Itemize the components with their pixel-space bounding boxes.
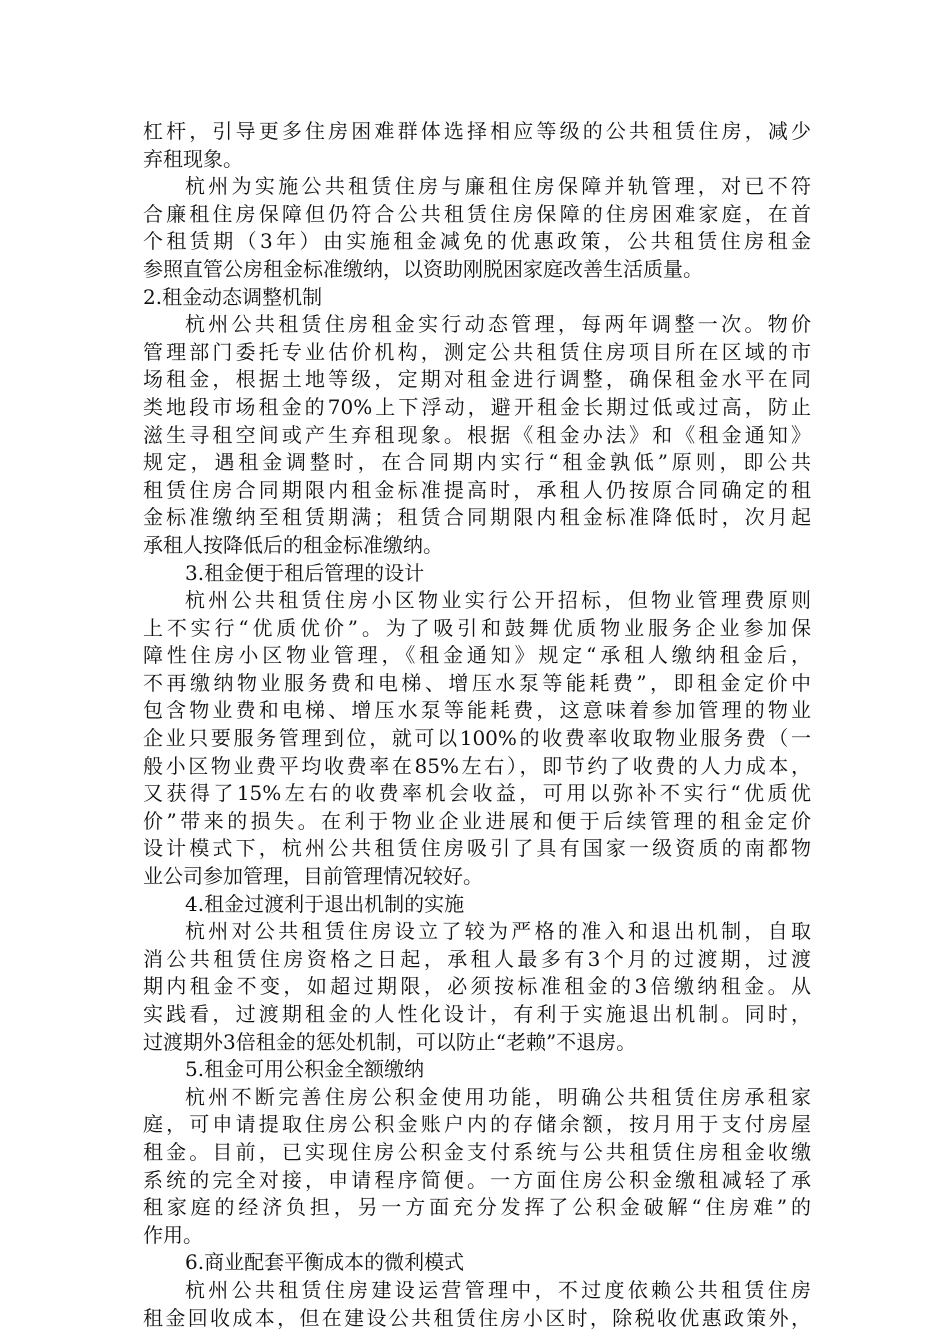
text-line: 庭，可申请提取住房公积金账户内的存储余额，按月用于支付房屋	[143, 1112, 811, 1137]
text-line: 企业只要服务管理到位，就可以100%的收费率收取物业服务费（一	[143, 726, 811, 751]
text-line: 杭州为实施公共租赁住房与廉租住房保障并轨管理，对已不符	[185, 174, 811, 199]
text-line: 弃租现象。	[143, 146, 243, 171]
text-line: 类地段市场租金的70%上下浮动，避开租金长期过低或过高，防止	[143, 394, 811, 419]
document-body	[143, 118, 811, 1332]
text-line: 杭州公共租赁住房建设运营管理中，不过度依赖公共租赁住房	[185, 1277, 811, 1302]
text-line: 租金回收成本，但在建设公共租赁住房小区时，除税收优惠政策外，	[143, 1305, 811, 1330]
text-line: 租赁住房合同期限内租金标准提高时，承租人仍按原合同确定的租	[143, 477, 811, 502]
text-line: 杭州公共租赁住房租金实行动态管理，每两年调整一次。物价	[185, 312, 811, 337]
text-line: 租金。目前，已实现住房公积金支付系统与公共租赁住房租金收缴	[143, 1139, 811, 1164]
text-line: 过渡期外3倍租金的惩处机制，可以防止“老赖”不退房。	[143, 1029, 637, 1054]
text-line: 业公司参加管理，目前管理情况较好。	[143, 864, 483, 889]
text-line: 消公共租赁住房资格之日起，承租人最多有3个月的过渡期，过渡	[143, 946, 811, 971]
text-line: 杭州对公共租赁住房设立了较为严格的准入和退出机制，自取	[185, 919, 811, 944]
text-line: 金标准缴纳至租赁期满；租赁合同期限内租金标准降低时，次月起	[143, 505, 811, 530]
text-line: 杭州公共租赁住房小区物业实行公开招标，但物业管理费原则	[185, 588, 811, 613]
text-line: 障性住房小区物业管理，《租金通知》规定“承租人缴纳租金后，	[143, 643, 811, 668]
text-line: 6.商业配套平衡成本的微利模式	[185, 1250, 465, 1275]
text-line: 3.租金便于租后管理的设计	[185, 560, 425, 585]
text-line: 2.租金动态调整机制	[143, 284, 323, 309]
text-line: 杠杆，引导更多住房困难群体选择相应等级的公共租赁住房，减少	[143, 119, 811, 143]
text-line: 规定，遇租金调整时，在合同期内实行“租金孰低”原则，即公共	[143, 450, 811, 475]
text-line: 滋生寻租空间或产生弃租现象。根据《租金办法》和《租金通知》	[143, 422, 811, 447]
text-line: 价”带来的损失。在利于物业企业进展和便于后续管理的租金定价	[143, 808, 811, 833]
text-line: 设计模式下，杭州公共租赁住房吸引了具有国家一级资质的南都物	[143, 836, 811, 861]
text-line: 期内租金不变，如超过期限，必须按标准租金的3倍缴纳租金。从	[143, 974, 811, 999]
text-line: 系统的完全对接，申请程序简便。一方面住房公积金缴租减轻了承	[143, 1167, 811, 1192]
text-line: 个租赁期（3年）由实施租金减免的优惠政策，公共租赁住房租金	[143, 229, 811, 254]
text-line: 包含物业费和电梯、增压水泵等能耗费，这意味着参加管理的物业	[143, 698, 811, 723]
text-line: 又获得了15%左右的收费率机会收益，可用以弥补不实行“优质优	[143, 781, 811, 806]
text-line: 上不实行“优质优价”。为了吸引和鼓舞优质物业服务企业参加保	[143, 615, 811, 640]
text-line: 实践看，过渡期租金的人性化设计，有利于实施退出机制。同时，	[143, 1002, 811, 1026]
text-line: 承租人按降低后的租金标准缴纳。	[143, 532, 443, 557]
text-line: 管理部门委托专业估价机构，测定公共租赁住房项目所在区域的市	[143, 339, 811, 364]
text-line: 场租金，根据土地等级，定期对租金进行调整，确保租金水平在同	[143, 367, 811, 392]
text-line: 杭州不断完善住房公积金使用功能，明确公共租赁住房承租家	[185, 1084, 811, 1109]
text-line: 租家庭的经济负担，另一方面充分发挥了公积金破解“住房难”的	[143, 1195, 811, 1220]
text-line: 5.租金可用公积金全额缴纳	[185, 1057, 425, 1082]
text-line: 合廉租住房保障但仍符合公共租赁住房保障的住房困难家庭，在首	[143, 201, 811, 226]
text-line: 参照直管公房租金标准缴纳，以资助刚脱困家庭改善生活质量。	[143, 256, 703, 281]
text-line: 4.租金过渡利于退出机制的实施	[185, 891, 465, 916]
text-line: 般小区物业费平均收费率在85%左右），即节约了收费的人力成本，	[143, 753, 811, 778]
text-line: 作用。	[143, 1222, 203, 1247]
text-line: 不再缴纳物业服务费和电梯、增压水泵等能耗费”，即租金定价中	[143, 670, 811, 695]
